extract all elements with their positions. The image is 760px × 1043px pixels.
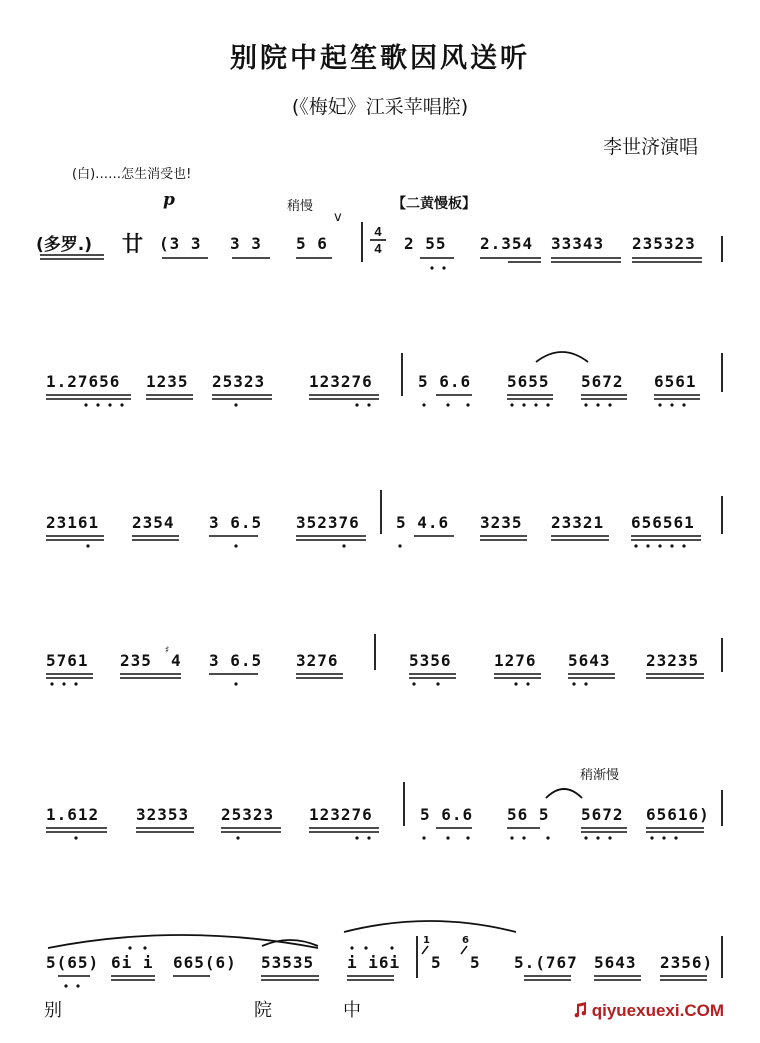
- note-group: 656561: [631, 513, 695, 532]
- note-group: 2356): [660, 953, 714, 972]
- lyric-char: 别: [44, 1000, 62, 1021]
- note-group: 33343: [551, 234, 605, 253]
- note-group: 5 4.6: [396, 513, 450, 532]
- note-group: 123276: [309, 805, 373, 824]
- beam-lines: [46, 258, 707, 980]
- octave-dots: [50, 266, 685, 987]
- time-signature-top: 4: [374, 224, 382, 239]
- barlines: [362, 222, 722, 978]
- note-group: 352376: [296, 513, 360, 532]
- note-group: 5655: [507, 372, 550, 391]
- note-group: 5761: [46, 651, 89, 670]
- slurs: [48, 352, 588, 948]
- grace-slashes: [422, 946, 467, 954]
- intro-marking: (多罗.): [36, 235, 92, 255]
- lyric-char: 中: [343, 1000, 361, 1021]
- note-group: 3 6.5: [209, 513, 263, 532]
- note-group: i i6i: [347, 953, 401, 972]
- note-group: 3 6.5: [209, 651, 263, 670]
- performer-credit: 李世济演唱: [602, 136, 698, 158]
- note-group: 1.27656: [46, 372, 121, 391]
- note-group: 5: [431, 953, 442, 972]
- note-group: 2.354: [480, 234, 534, 253]
- note-group: 5: [470, 953, 481, 972]
- note-group: 3235: [480, 513, 523, 532]
- note-group: 6561: [654, 372, 697, 391]
- time-signature-bottom: 4: [374, 241, 382, 256]
- note-group: 4: [171, 651, 182, 670]
- note-group: 3276: [296, 651, 339, 670]
- intro-underline: [40, 255, 104, 259]
- note-group: 23235: [646, 651, 700, 670]
- note-group: 123276: [309, 372, 373, 391]
- note-group: 235323: [632, 234, 696, 253]
- note-group: 5.(767: [514, 953, 578, 972]
- note-group: 5 6.6: [420, 805, 474, 824]
- note-group: 23161: [46, 513, 100, 532]
- note-group: 6i i: [111, 953, 154, 972]
- grace-note: 1: [423, 935, 430, 946]
- note-group: 2 55: [404, 234, 447, 253]
- tempo-marking-2: 稍渐慢: [580, 768, 620, 783]
- song-subtitle: (《梅妃》江采苹唱腔): [291, 96, 469, 118]
- note-group: 53535: [261, 953, 315, 972]
- dynamic-piano: p: [163, 190, 175, 210]
- note-group: 65616): [646, 805, 710, 824]
- grace-note: 6: [462, 935, 469, 946]
- note-group: 1276: [494, 651, 537, 670]
- note-group: 5(65): [46, 953, 100, 972]
- breath-mark: v: [334, 210, 342, 225]
- note-group: 5 6.6: [418, 372, 472, 391]
- spoken-line: (白)……怎生消受也!: [72, 167, 192, 182]
- note-group: 5643: [594, 953, 637, 972]
- note-group: 3 3: [230, 234, 262, 253]
- sharp-sign: ♯: [164, 645, 172, 656]
- note-group: 2354: [132, 513, 175, 532]
- note-group: 5643: [568, 651, 611, 670]
- note-group: 5672: [581, 372, 624, 391]
- note-group: 5 6: [296, 234, 328, 253]
- note-group: 25323: [221, 805, 275, 824]
- note-group: (3 3: [159, 234, 202, 253]
- note-group: 25323: [212, 372, 266, 391]
- note-group: 5672: [581, 805, 624, 824]
- high-octave-dots: [128, 946, 393, 949]
- note-group: 5356: [409, 651, 452, 670]
- note-group: 23321: [551, 513, 605, 532]
- note-group: 665(6): [173, 953, 237, 972]
- watermark-text: qiyuexuexi.COM: [591, 1001, 724, 1020]
- song-title: 别院中起笙歌因风送听: [230, 43, 530, 74]
- section-label: 【二黄慢板】: [392, 196, 476, 212]
- gong-symbol: 廿: [122, 232, 143, 256]
- note-group: 235: [120, 651, 152, 670]
- tempo-marking: 稍慢: [287, 199, 314, 214]
- lyric-char: 院: [254, 1000, 272, 1021]
- note-group: 1235: [146, 372, 189, 391]
- note-group: 1.612: [46, 805, 100, 824]
- note-group: 32353: [136, 805, 190, 824]
- note-group: 56 5: [507, 805, 550, 824]
